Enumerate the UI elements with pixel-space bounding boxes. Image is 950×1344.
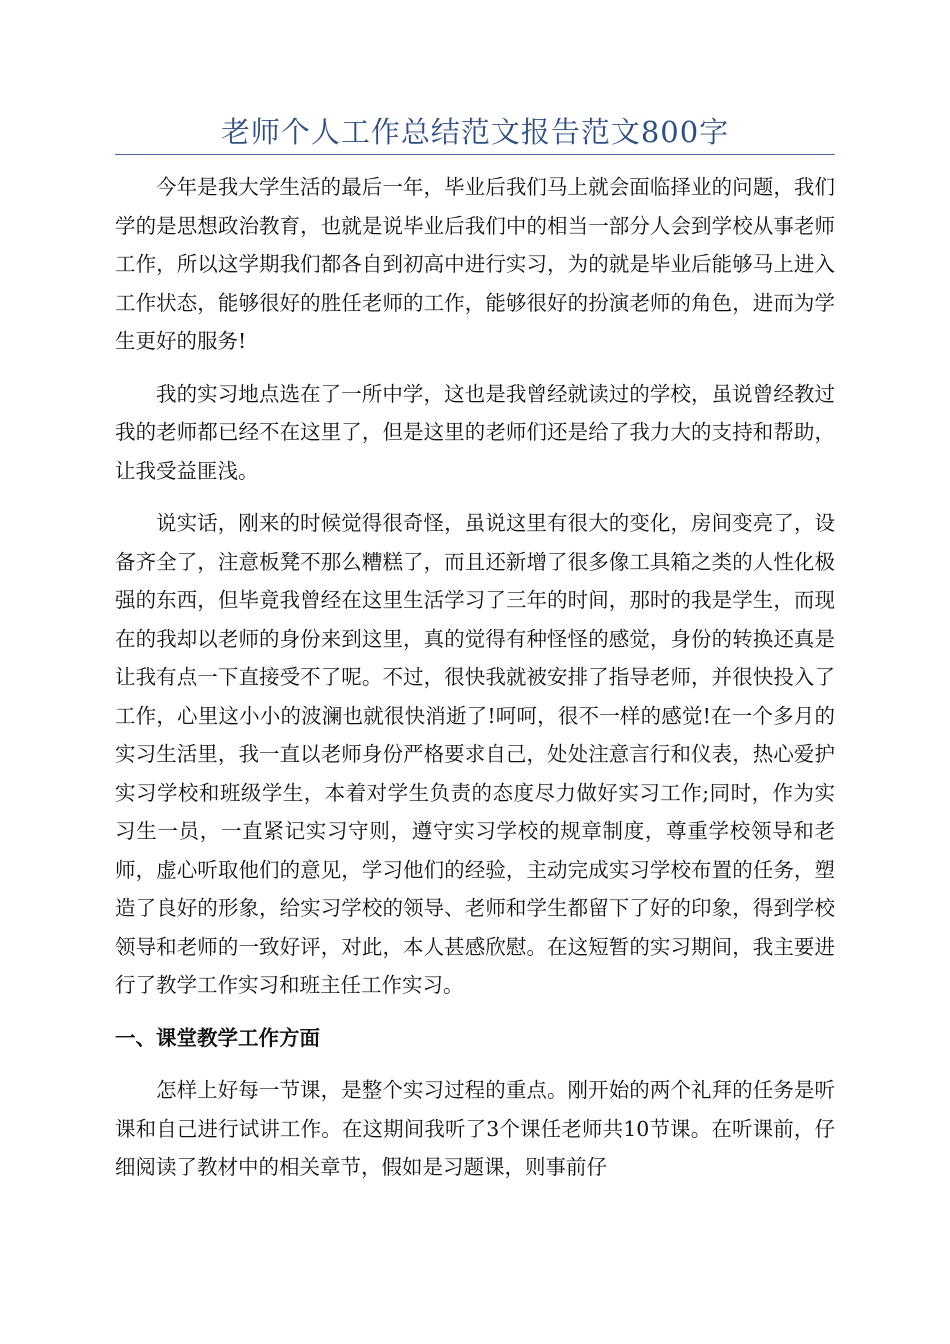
paragraph-1: 今年是我大学生活的最后一年，毕业后我们马上就会面临择业的问题，我们学的是思想政治教育，也就是说毕业后我们中的相当一部分人会到学校从事老师工作，所以这学期我们都各自到初高中进行实习，为的就是毕业后能够马上进入工作状态，能够很好的胜任老师的工作，能够很好的扮演老师的角色，进而为学生更好的服务!: [115, 175, 835, 353]
paragraph-3: 说实话，刚来的时候觉得很奇怪，虽说这里有很大的变化，房间变亮了，设备齐全了，注意板凳不那么糟糕了，而且还新增了很多像工具箱之类的人性化极强的东西，但毕竟我曾经在这里生活学习了三年的时间，那时的我是学生，而现在的我却以老师的身份来到这里，真的觉得有种怪怪的感觉，身份的转换还真是让我有点一下直接受不了呢。不过，很快我就被安排了指导老师，并很快投入了工作，心里这小小的波澜也就很快消逝了!呵呵，很不一样的感觉!在一个多月的实习生活里，我一直以老师身份严格要求自己，处处注意言行和仪表，热心爱护实习学校和班级学生，本着对学生负责的态度尽力做好实习工作;同时，作为实习生一员，一直紧记实习守则，遵守实习学校的规章制度，尊重学校领导和老师，虚心听取他们的意见，学习他们的经验，主动完成实习学校布置的任务，塑造了良好的形象，给实习学校的领导、老师和学生都留下了好的印象，得到学校领导和老师的一致好评，对此，本人甚感欣慰。在这短暂的实习期间，我主要进行了教学工作实习和班主任工作实习。: [115, 511, 835, 997]
title-underline: [115, 154, 835, 155]
section-paragraph: 怎样上好每一节课，是整个实习过程的重点。刚开始的两个礼拜的任务是听课和自己进行试讲工作。在这期间我听了3个课任老师共10节课。在听课前，仔细阅读了教材中的相关章节，假如是习题课，则事前仔: [115, 1078, 835, 1179]
paragraph-2: 我的实习地点选在了一所中学，这也是我曾经就读过的学校，虽说曾经教过我的老师都已经不在这里了，但是这里的老师们还是给了我力大的支持和帮助，让我受益匪浅。: [115, 381, 835, 483]
document-body: [115, 168, 835, 1201]
document-title: 老师个人工作总结范文报告范文800字: [220, 115, 730, 149]
section-heading: 一、课堂教学工作方面: [115, 1025, 320, 1050]
